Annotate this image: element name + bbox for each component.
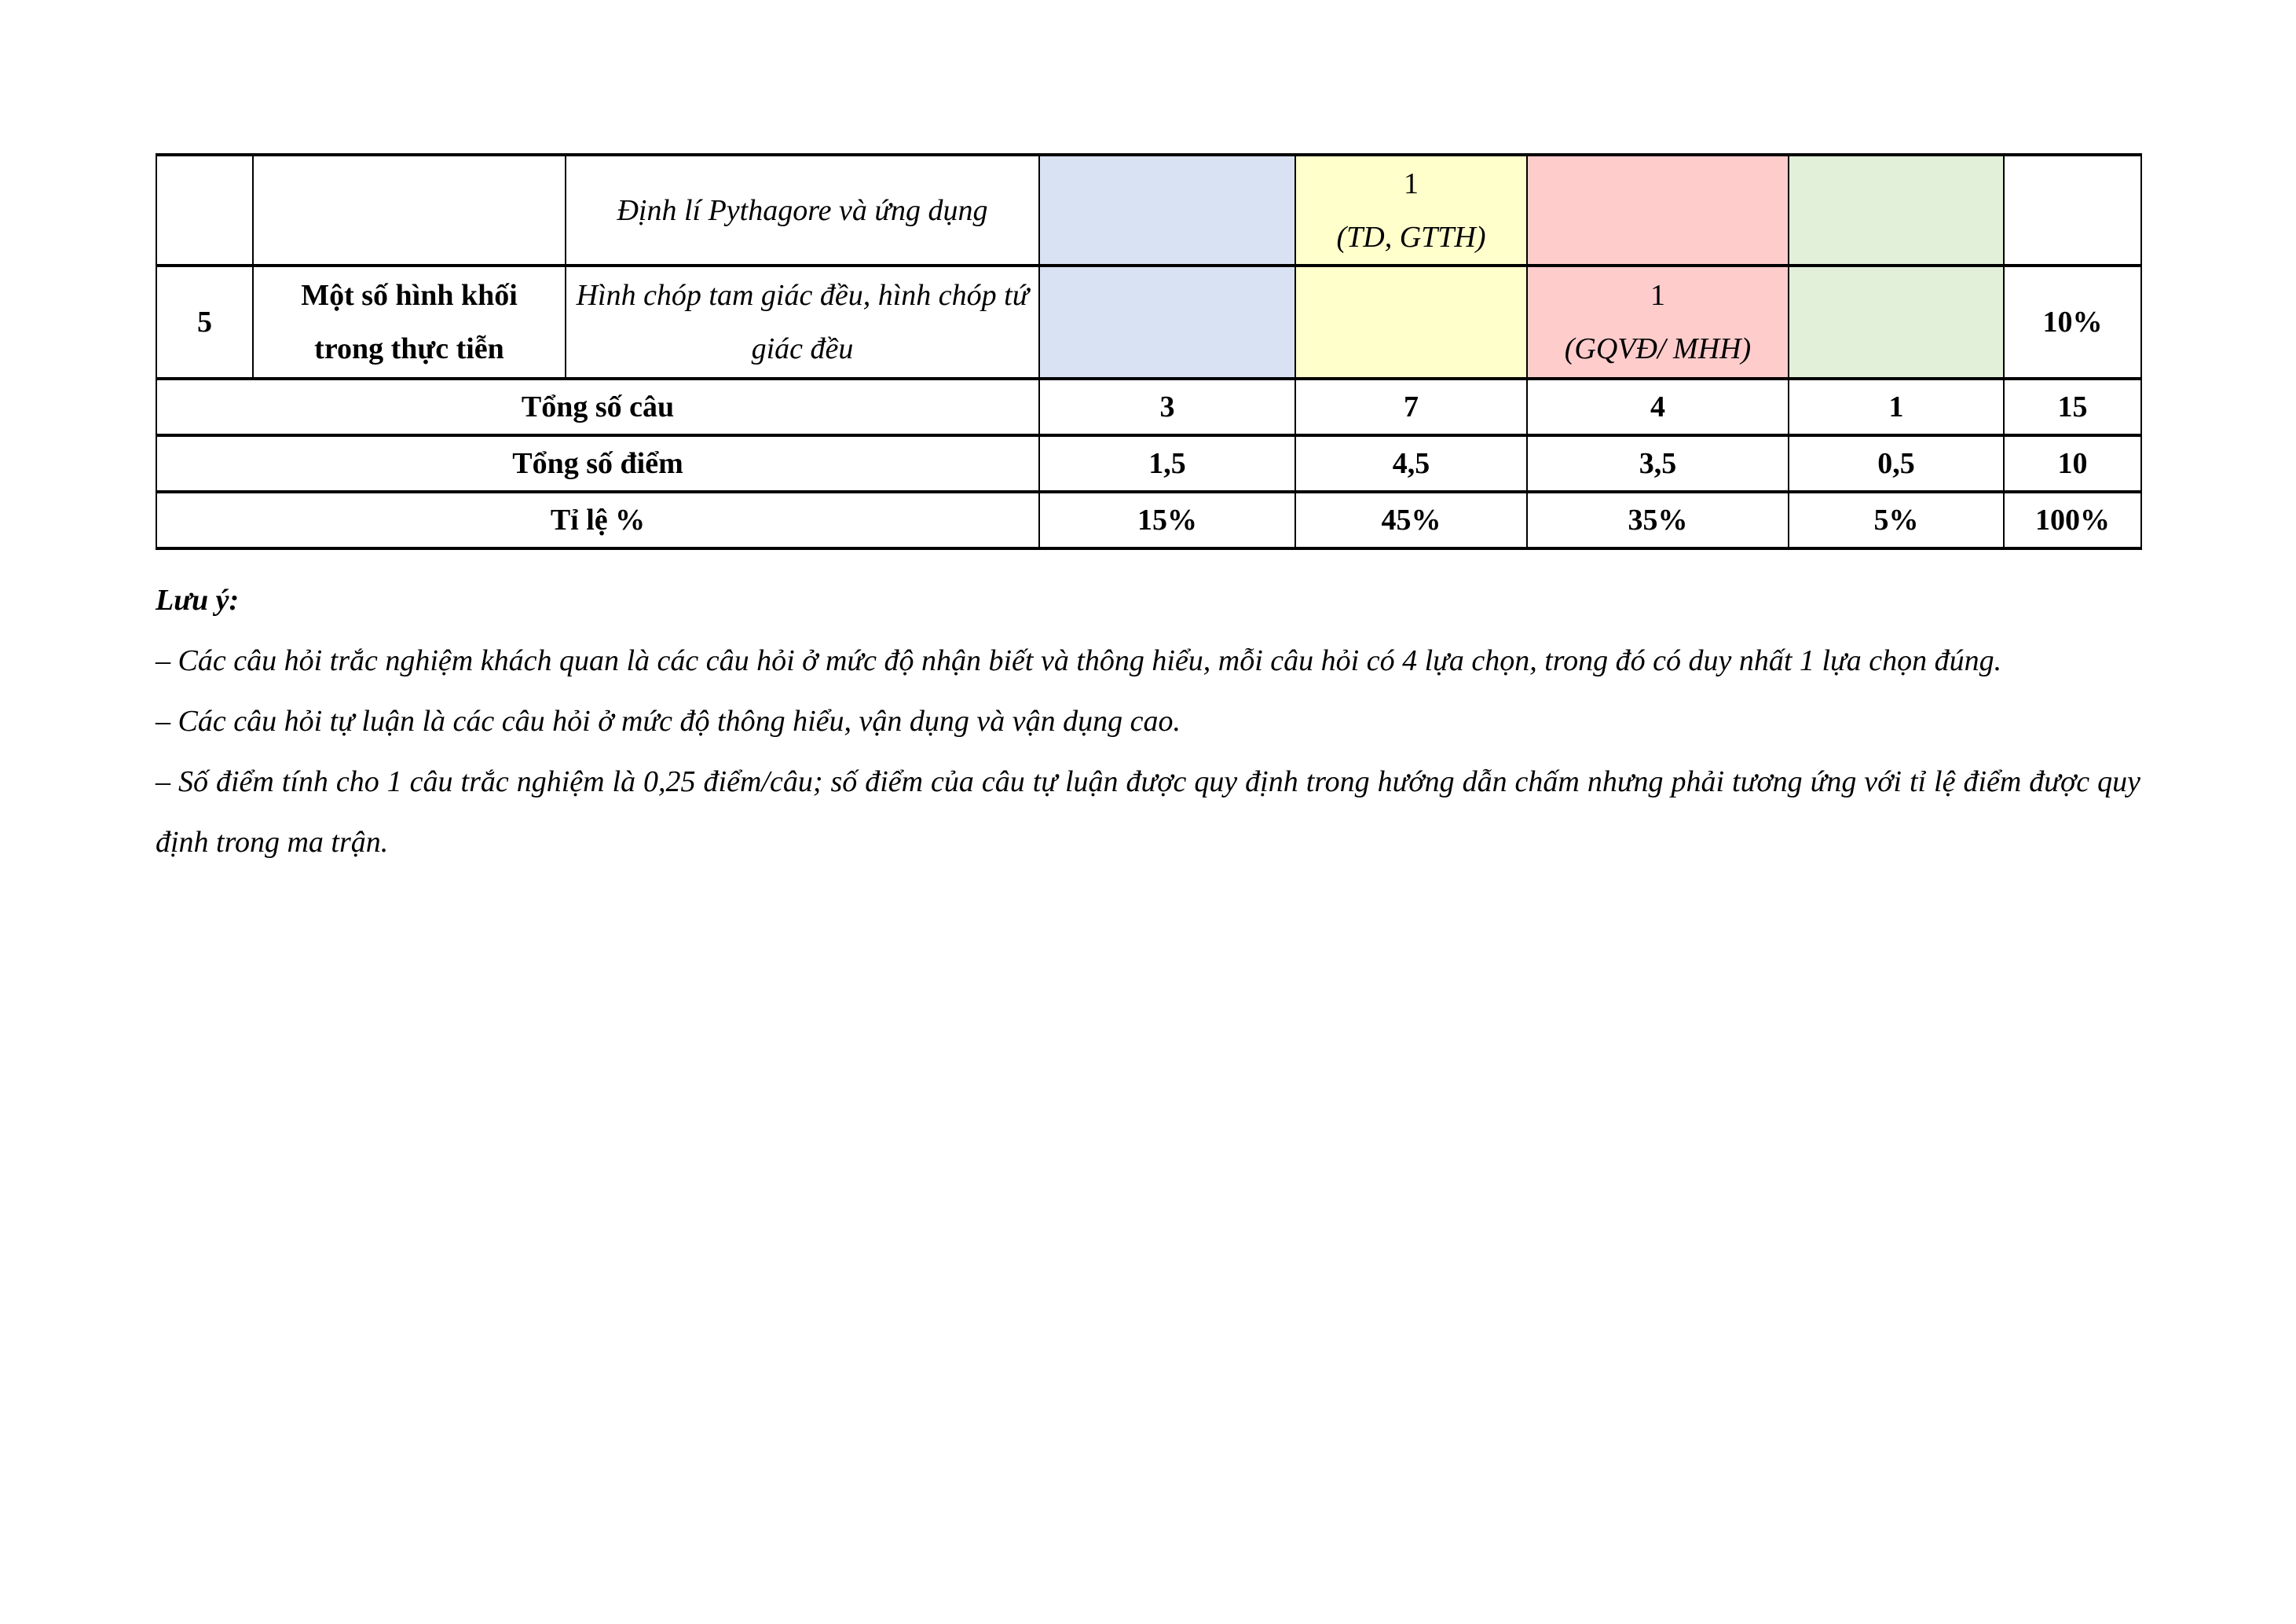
- cell-level-yellow-empty: [1295, 266, 1527, 379]
- cell-total-empty: [2004, 155, 2141, 266]
- summary-value: 10: [2004, 435, 2141, 492]
- table-row-continuation: [156, 155, 2141, 266]
- summary-value: 15%: [1039, 492, 1295, 548]
- summary-value: 1: [1789, 379, 2004, 435]
- notes-section: [156, 570, 2140, 873]
- summary-value: 3: [1039, 379, 1295, 435]
- summary-value: 3,5: [1527, 435, 1789, 492]
- note-item-3: – Số điểm tính cho 1 câu trắc nghiệm là 0,25 điểm/câu; số điểm của câu tự luận được quy định trong hướng dẫn chấm nhưng phải tương ứng với tỉ lệ điểm được quy định trong ma trận.: [156, 765, 2140, 859]
- summary-value: 4,5: [1295, 435, 1527, 492]
- cell-level-blue-empty: [1039, 155, 1295, 266]
- summary-value: 1,5: [1039, 435, 1295, 492]
- summary-value: 0,5: [1789, 435, 2004, 492]
- cell-total-percent: 10%: [2004, 266, 2141, 379]
- cell-topic: [253, 266, 566, 379]
- table-row-percentage: [156, 492, 2141, 548]
- summary-label: Tổng số điểm: [156, 435, 1039, 492]
- cell-level-green-empty: [1789, 266, 2004, 379]
- count-qualifier: (TD, GTTH): [1336, 220, 1486, 254]
- notes-heading: Lưu ý:: [156, 584, 240, 617]
- cell-number-empty: [156, 155, 253, 266]
- note-item-1: – Các câu hỏi trắc nghiệm khách quan là các câu hỏi ở mức độ nhận biết và thông hiểu, mỗi câu hỏi có 4 lựa chọn, trong đó có duy nhất 1 lựa chọn đúng.: [156, 644, 2002, 677]
- cell-content-hinh-chop: Hình chóp tam giác đều, hình chóp tứ giác đều: [566, 266, 1039, 379]
- table-row-total-points: [156, 435, 2141, 492]
- summary-value: 45%: [1295, 492, 1527, 548]
- cell-level-blue-empty: [1039, 266, 1295, 379]
- summary-value: 100%: [2004, 492, 2141, 548]
- count-value: 1: [1404, 167, 1419, 200]
- summary-value: 4: [1527, 379, 1789, 435]
- topic-line-2: trong thực tiễn: [314, 332, 504, 365]
- cell-level-yellow-count: [1295, 155, 1527, 266]
- summary-label: Tỉ lệ %: [156, 492, 1039, 548]
- note-item-2: – Các câu hỏi tự luận là các câu hỏi ở mức độ thông hiểu, vận dụng và vận dụng cao.: [156, 705, 1181, 738]
- summary-value: 15: [2004, 379, 2141, 435]
- summary-value: 7: [1295, 379, 1527, 435]
- count-qualifier: (GQVĐ/ MHH): [1564, 332, 1752, 365]
- table-row-total-questions: [156, 379, 2141, 435]
- table-row-5: [156, 266, 2141, 379]
- summary-value: 5%: [1789, 492, 2004, 548]
- summary-label: Tổng số câu: [156, 379, 1039, 435]
- cell-number: 5: [156, 266, 253, 379]
- cell-topic-empty: [253, 155, 566, 266]
- topic-line-1: Một số hình khối: [301, 279, 518, 312]
- cell-content-pythagore: Định lí Pythagore và ứng dụng: [566, 155, 1039, 266]
- cell-level-pink-count: [1527, 266, 1789, 379]
- summary-value: 35%: [1527, 492, 1789, 548]
- count-value: 1: [1650, 279, 1665, 312]
- exam-matrix-table: [156, 153, 2142, 550]
- cell-level-green-empty: [1789, 155, 2004, 266]
- cell-level-pink-empty: [1527, 155, 1789, 266]
